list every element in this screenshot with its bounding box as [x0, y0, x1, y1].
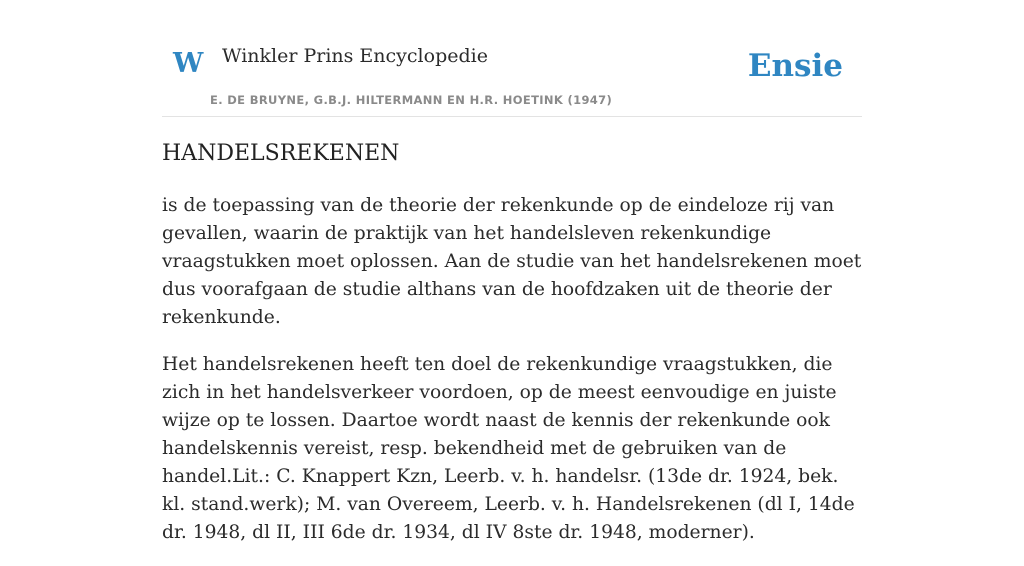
article-body — [162, 192, 862, 566]
authors-byline: E. DE BRUYNE, G.B.J. HILTERMANN EN H.R. HOETINK (1947) — [210, 93, 613, 107]
article-paragraph: Het handelsrekenen heeft ten doel de rekenkundige vraagstukken, die zich in het handelsverkeer voordoen, op de meest eenvoudige en juiste wijze op te lossen. Daartoe wordt naast de kennis der rekenkunde ook handelskennis vereist, resp. bekendheid met de gebruiken van de handel.Lit.: C. Knappert Kzn, Leerb. v. h. handelsr. (13de dr. 1924, bek. kl. stand.werk); M. van Overeem, Leerb. v. h. Handelsrekenen (dl I, 14de dr. 1948, dl II, III 6de dr. 1934, dl IV 8ste dr. 1948, moderner). — [162, 354, 855, 543]
article-paragraph: is de toepassing van de theorie der rekenkunde op de eindeloze rij van gevallen, waarin de praktijk van het handelsleven rekenkundige vraagstukken moet oplossen. Aan de studie van het handelsrekenen moet dus voorafgaan de studie althans van de hoofdzaken uit de theorie der rekenkunde. — [162, 195, 862, 328]
article-headword: HANDELSREKENEN — [162, 141, 400, 166]
page — [162, 0, 862, 543]
ensie-brand-logo[interactable]: Ensie — [747, 48, 843, 84]
winkler-prins-logo[interactable]: W — [173, 48, 204, 79]
site-title-link[interactable]: Winkler Prins Encyclopedie — [222, 45, 488, 67]
page-header — [162, 0, 862, 117]
